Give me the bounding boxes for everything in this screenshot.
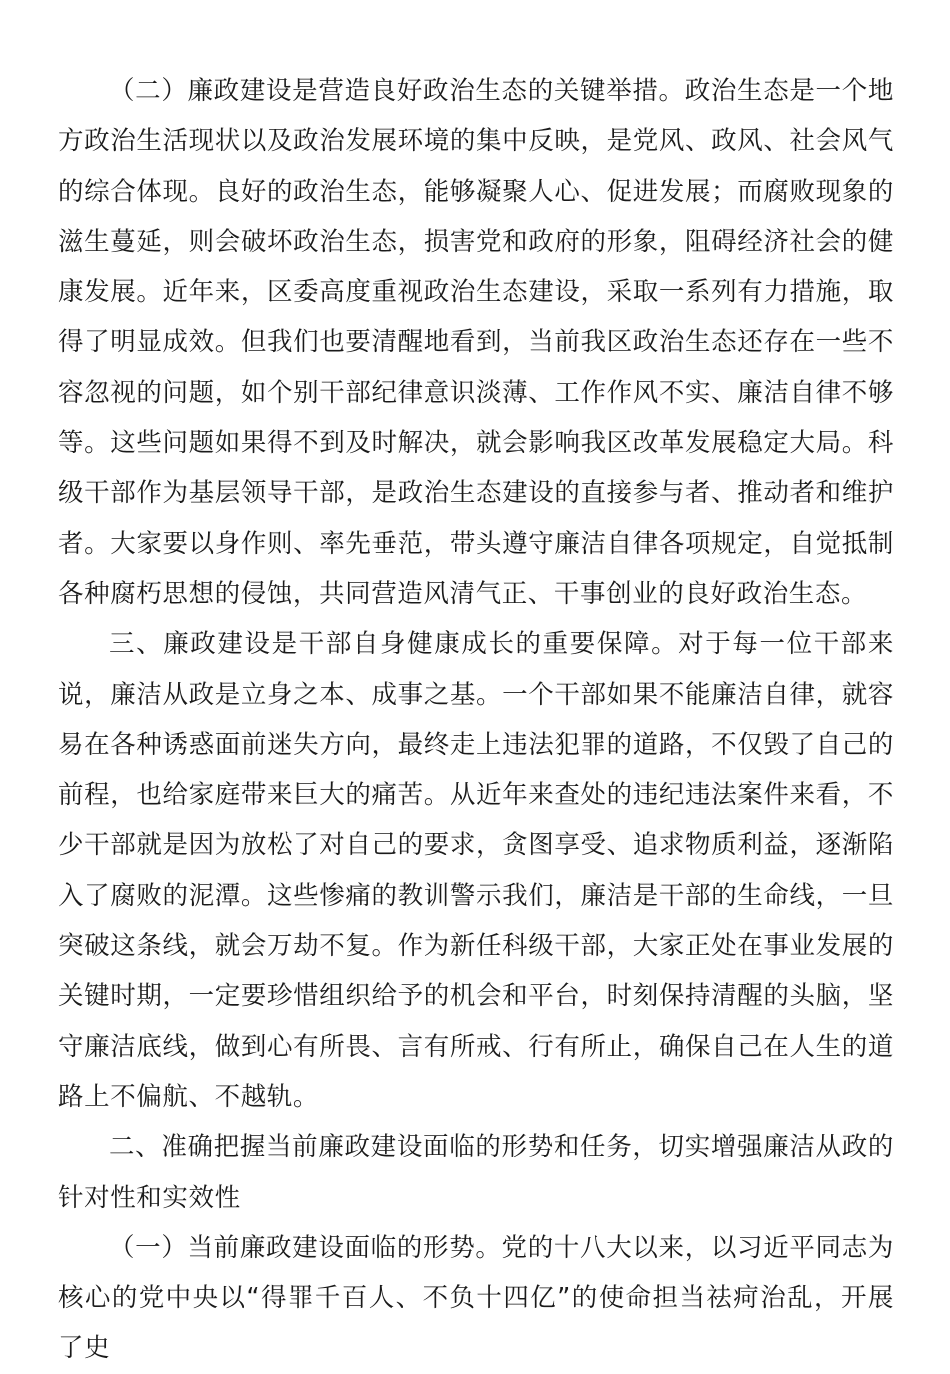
paragraph-cadre-growth: 三、廉政建设是干部自身健康成长的重要保障。对于每一位干部来说，廉洁从政是立身之本、成事之基。一个干部如果不能廉洁自律，就容易在各种诱惑面前迷失方向，最终走上违法犯罪的道路，不仅毁了自己的前程，也给家庭带来巨大的痛苦。从近年来查处的违纪违法案件来看，不少干部就是因为放松了对自己的要求，贪图享受、追求物质利益，逐渐陷入了腐败的泥潭。这些惨痛的教训警示我们，廉洁是干部的生命线，一旦突破这条线，就会万劫不复。作为新任科级干部，大家正处在事业发展的关键时期，一定要珍惜组织给予的机会和平台，时刻保持清醒的头脑，坚守廉洁底线，做到心有所畏、言有所戒、行有所止，确保自己在人生的道路上不偏航、不越轨。 [58, 629, 894, 1112]
paragraph-current-situation: （一）当前廉政建设面临的形势。党的十八大以来，以习近平同志为核心的党中央以“得罪千百人、不负十四亿”的使命担当祛疴治乱，开展了史 [58, 1232, 894, 1364]
section-heading-situation-and-tasks: 二、准确把握当前廉政建设面临的形势和任务，切实增强廉洁从政的针对性和实效性 [58, 1132, 894, 1213]
document-body [58, 66, 894, 1374]
paragraph-political-ecology: （二）廉政建设是营造良好政治生态的关键举措。政治生态是一个地方政治生活现状以及政治发展环境的集中反映，是党风、政风、社会风气的综合体现。良好的政治生态，能够凝聚人心、促进发展；而腐败现象的滋生蔓延，则会破坏政治生态，损害党和政府的形象，阻碍经济社会的健康发展。近年来，区委高度重视政治生态建设，采取一系列有力措施，取得了明显成效。但我们也要清醒地看到，当前我区政治生态还存在一些不容忽视的问题，如个别干部纪律意识淡薄、工作作风不实、廉洁自律不够等。这些问题如果得不到及时解决，就会影响我区改革发展稳定大局。科级干部作为基层领导干部，是政治生态建设的直接参与者、推动者和维护者。大家要以身作则、率先垂范，带头遵守廉洁自律各项规定，自觉抵制各种腐朽思想的侵蚀，共同营造风清气正、干事创业的良好政治生态。 [58, 76, 894, 609]
